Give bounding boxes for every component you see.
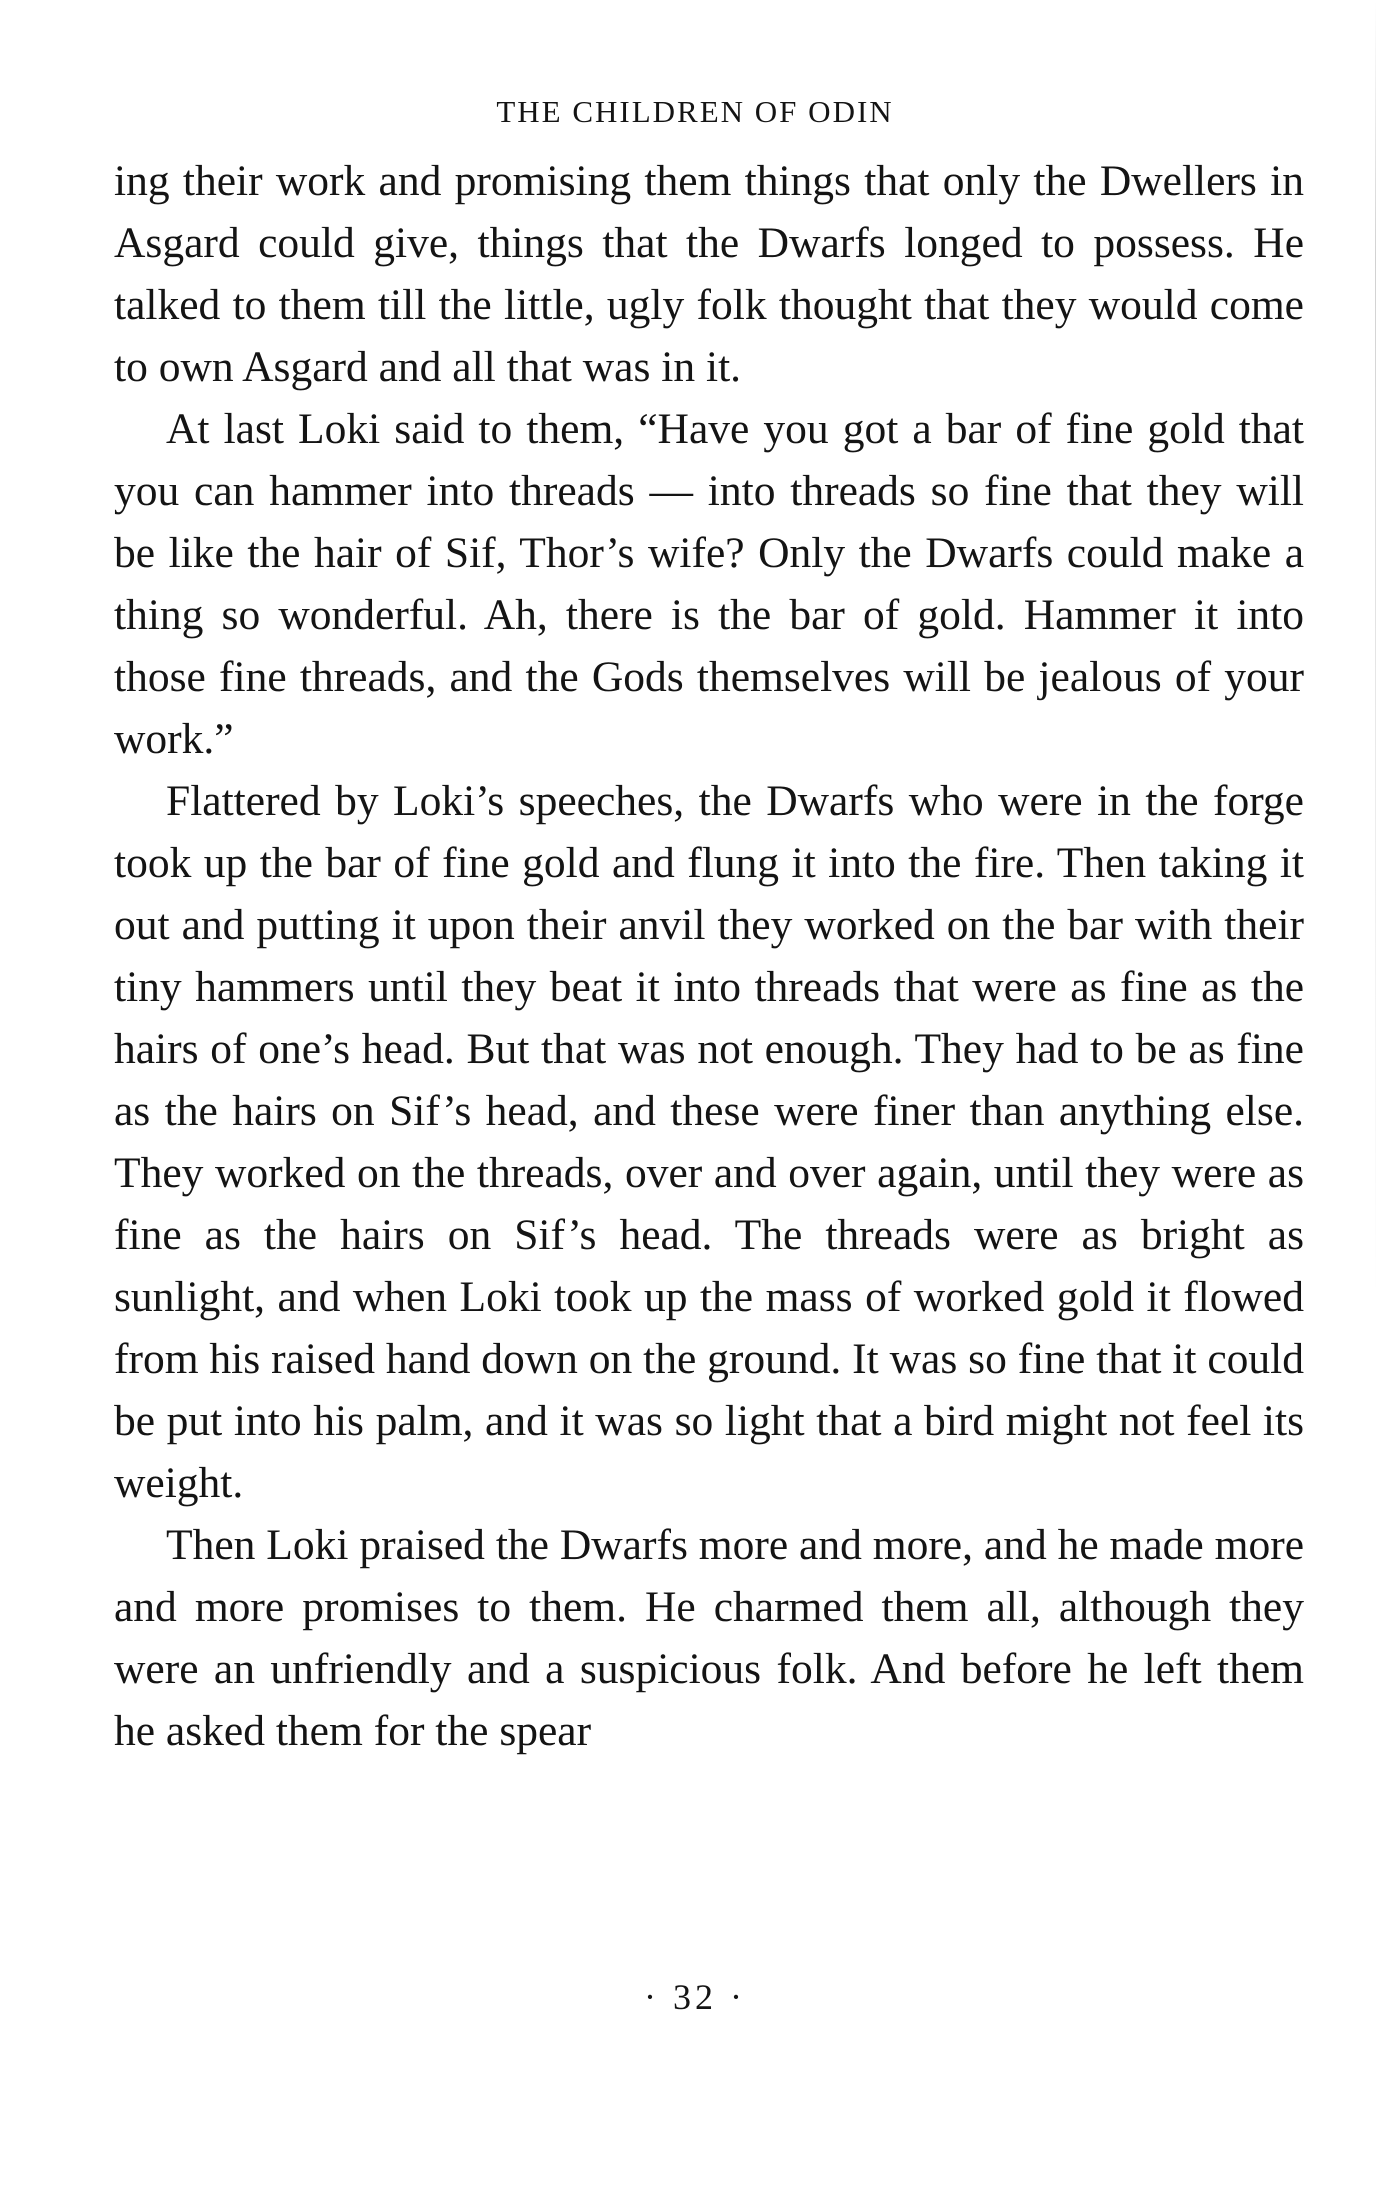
paragraph-continued: ing their work and promising them things that only the Dwellers in Asgard could give, things that the Dwarfs longed to possess. He talked to them till the little, ugly folk thought that they would come to own Asgard and all that was in it.	[114, 157, 1304, 391]
running-head: THE CHILDREN OF ODIN	[496, 94, 894, 129]
page-number: · 32 ·	[644, 1977, 746, 2017]
body-text	[114, 150, 1304, 1762]
paragraph: Flattered by Loki’s speeches, the Dwarfs who were in the forge took up the bar of fine gold and flung it into the fire. Then taking it out and putting it upon their anvil they worked on the bar with their tiny hammers until they beat it into threads that were as fine as the hairs of one’s head. But that was not enough. They had to be as fine as the hairs on Sif’s head, and these were finer than anything else. They worked on the threads, over and over again, until they were as fine as the hairs on Sif’s head. The threads were as bright as sunlight, and when Loki took up the mass of worked gold it flowed from his raised hand down on the ground. It was so fine that it could be put into his palm, and it was so light that a bird might not feel its weight.	[114, 777, 1304, 1507]
paragraph: At last Loki said to them, “Have you got a bar of fine gold that you can hammer into threads — into threads so fine that they will be like the hair of Sif, Thor’s wife? Only the Dwarfs could make a thing so wonderful. Ah, there is the bar of gold. Hammer it into those fine threads, and the Gods themselves will be jealous of your work.”	[114, 405, 1304, 763]
page-edge-shadow	[1375, 0, 1376, 1300]
paragraph: Then Loki praised the Dwarfs more and more, and he made more and more promises to them. He charmed them all, although they were an unfriendly and a suspicious folk. And before he left them he asked them for the spear	[114, 1521, 1304, 1755]
